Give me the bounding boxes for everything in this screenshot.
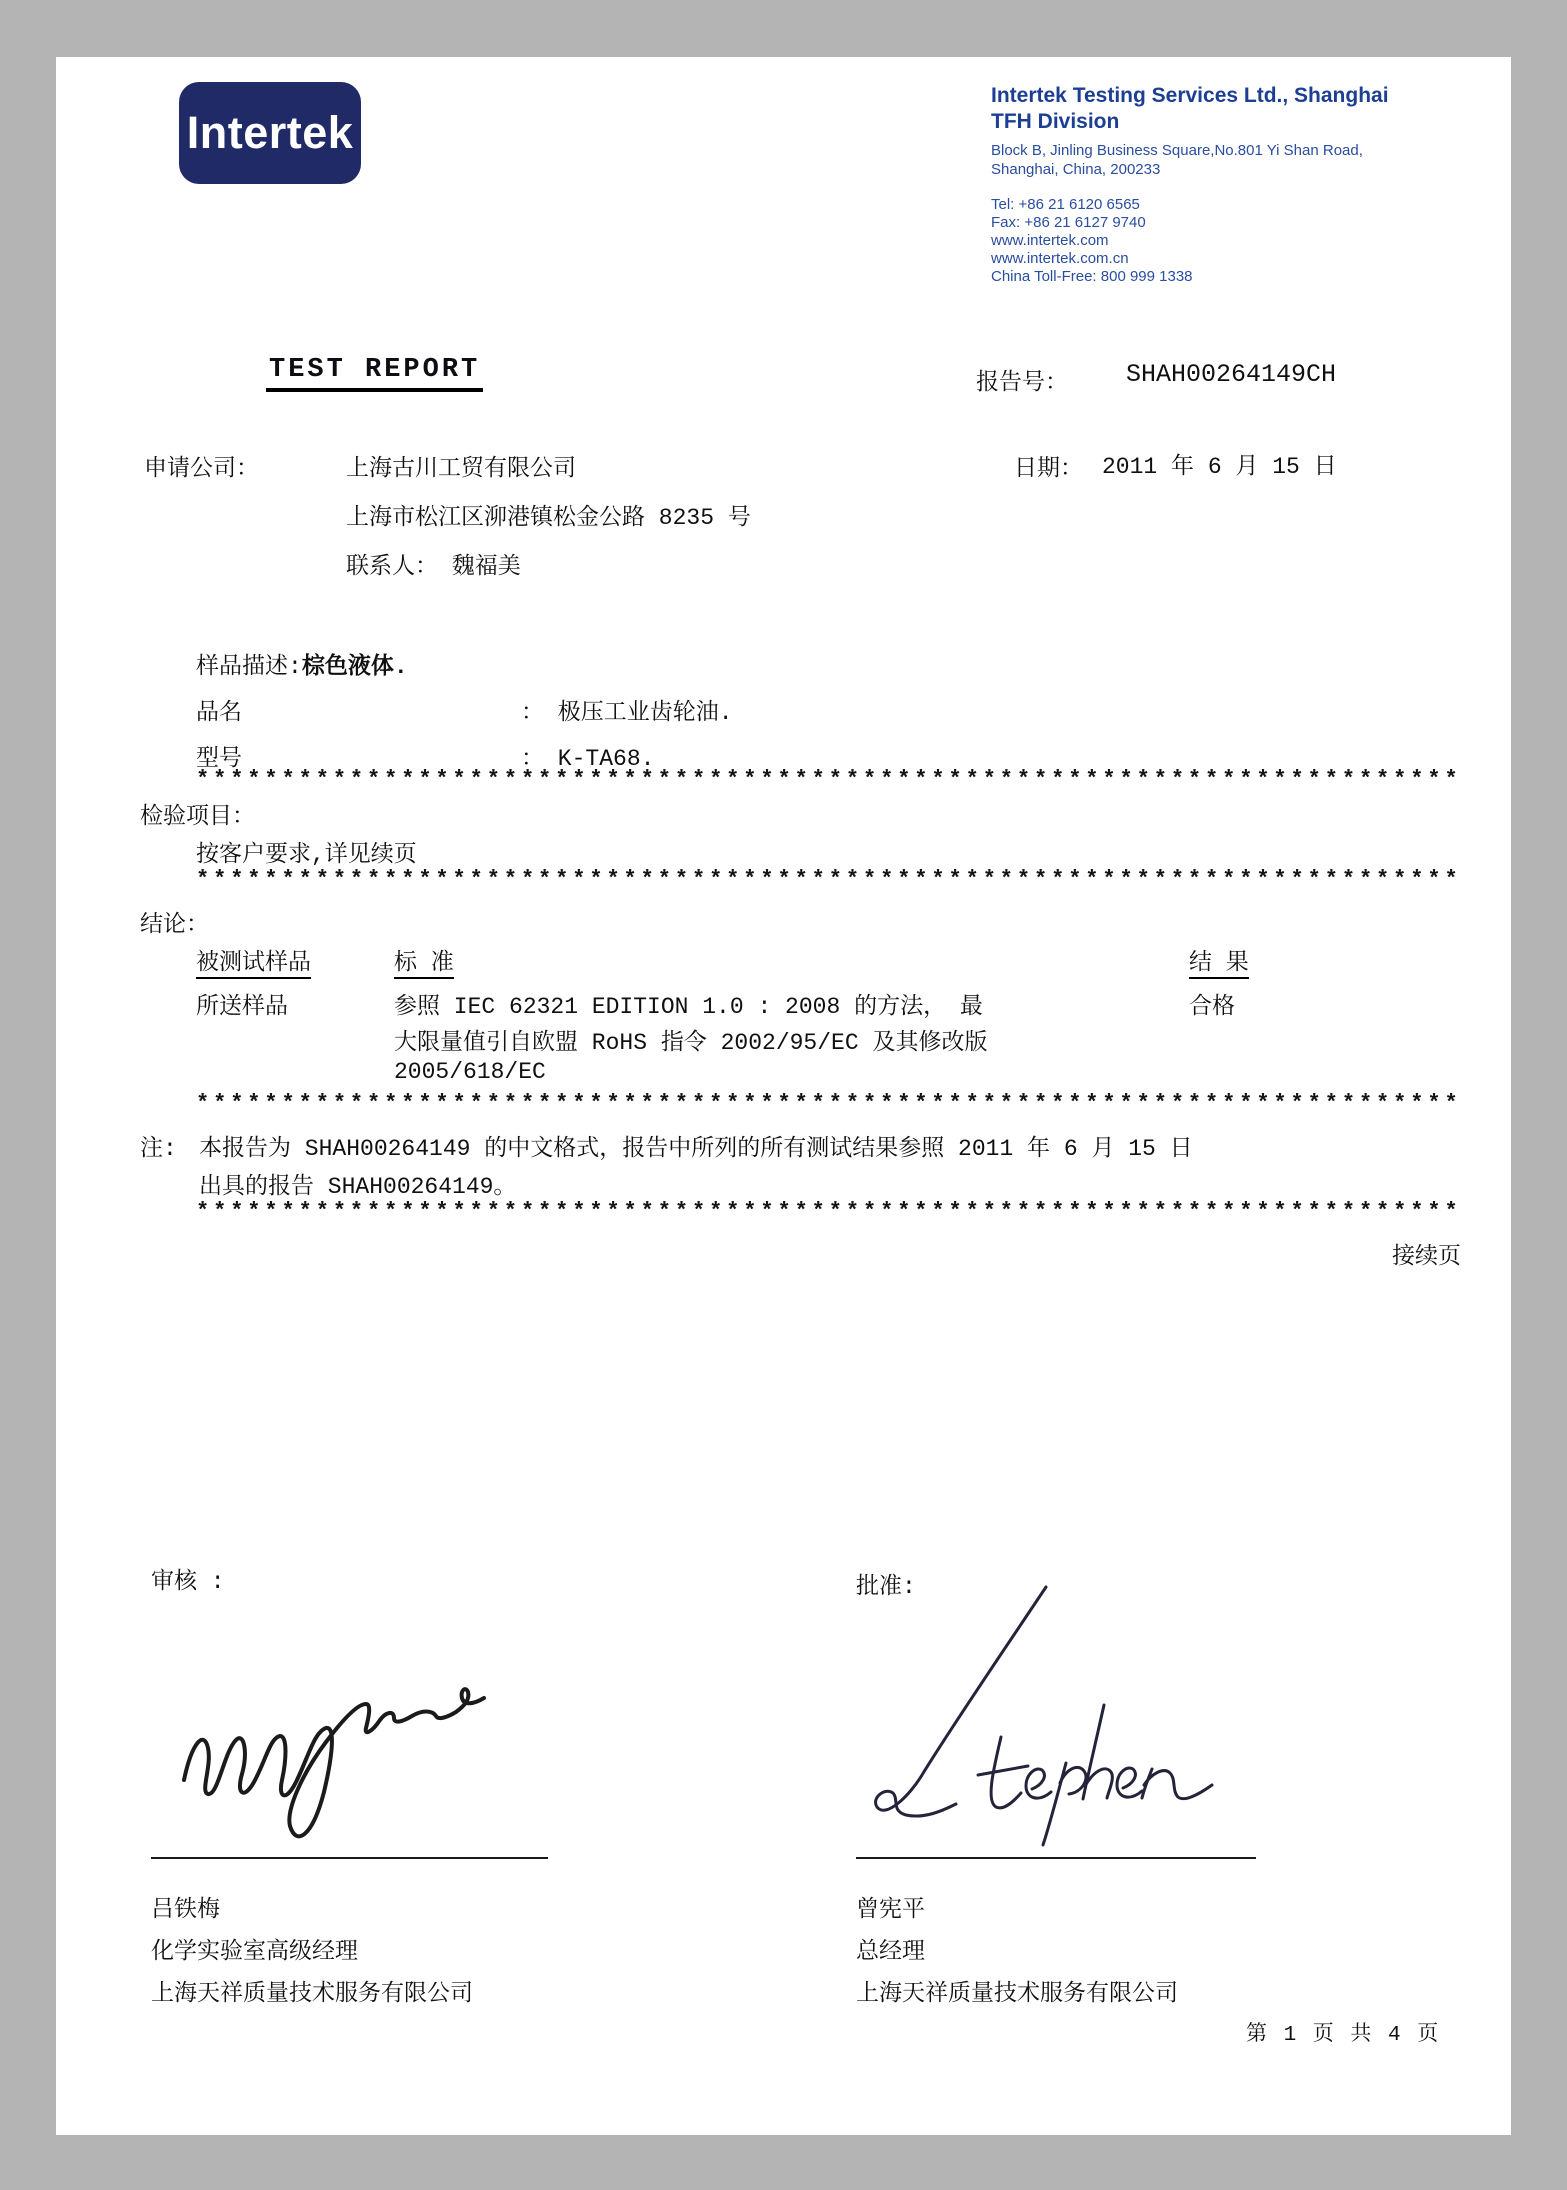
applicant-contact: 联系人： 魏福美	[346, 554, 521, 580]
report-title: TEST REPORT	[266, 355, 483, 392]
company-website: www.intertek.com	[991, 232, 1109, 249]
test-items-value: 按客户要求,详见续页	[196, 842, 417, 868]
reviewer-name: 吕铁梅	[151, 1897, 220, 1923]
company-contact	[991, 196, 1471, 286]
model-value: ： K-TA68.	[521, 746, 655, 772]
separator-stars-3: **************************************************************************	[196, 1091, 1462, 1116]
table-standard-line3: 2005/618/EC	[394, 1059, 546, 1085]
test-items-label: 检验项目：	[140, 804, 255, 830]
report-no-label: 报告号：	[976, 370, 1068, 396]
model-label: 型号	[196, 746, 242, 772]
reviewer-signature-line	[151, 1857, 548, 1859]
sample-desc-value: 棕色液体.	[301, 654, 408, 680]
separator-stars-1: **************************************************************************	[196, 767, 1462, 792]
company-title-line2: TFH Division	[991, 110, 1120, 133]
date-label: 日期：	[1014, 456, 1083, 482]
applicant-address: 上海市松江区泖港镇松金公路 8235 号	[346, 505, 751, 531]
test-report-page	[56, 57, 1511, 2135]
page-number: 第 1 页 共 4 页	[1246, 2024, 1441, 2047]
note-label: 注:	[140, 1136, 177, 1162]
intertek-logo	[179, 82, 361, 184]
reviewer-company: 上海天祥质量技术服务有限公司	[151, 1981, 473, 2007]
sample-desc-line	[196, 647, 408, 680]
approver-signature-image	[846, 1577, 1336, 1867]
approver-title: 总经理	[856, 1939, 925, 1965]
company-address-line1: Block B, Jinling Business Square,No.801 Yi Shan Road,	[991, 142, 1363, 159]
table-standard-line2: 大限量值引自欧盟 RoHS 指令 2002/95/EC 及其修改版	[394, 1030, 988, 1056]
review-label: 审核 :	[151, 1569, 225, 1595]
sample-desc-label: 样品描述:	[196, 654, 302, 680]
table-result-value: 合格	[1189, 994, 1235, 1020]
company-website-cn: www.intertek.com.cn	[991, 250, 1129, 267]
company-tollfree: China Toll-Free: 800 999 1338	[991, 268, 1193, 285]
table-sample-value: 所送样品	[196, 994, 288, 1020]
company-fax: Fax: +86 21 6127 9740	[991, 214, 1146, 231]
note-line2: 出具的报告 SHAH00264149。	[199, 1174, 517, 1200]
table-standard-line1: 参照 IEC 62321 EDITION 1.0 : 2008 的方法， 最	[394, 994, 983, 1020]
table-header-sample: 被测试样品	[196, 943, 311, 979]
table-header-standard: 标 准	[394, 943, 454, 979]
approver-company: 上海天祥质量技术服务有限公司	[856, 1981, 1178, 2007]
table-header-result: 结 果	[1189, 943, 1249, 979]
company-address	[991, 141, 1471, 179]
intertek-logo-text: Intertek	[186, 107, 354, 158]
company-title	[991, 83, 1471, 135]
separator-stars-4: **************************************************************************	[196, 1199, 1462, 1224]
company-address-line2: Shanghai, China, 200233	[991, 161, 1161, 178]
product-name-label: 品名	[196, 700, 242, 726]
company-header	[991, 83, 1471, 286]
conclusion-label: 结论：	[140, 912, 209, 938]
product-name-value: ： 极压工业齿轮油.	[521, 700, 733, 726]
applicant-name: 上海古川工贸有限公司	[346, 456, 576, 482]
reviewer-signature-image	[174, 1622, 504, 1852]
approver-signature-line	[856, 1857, 1256, 1859]
approver-name: 曾宪平	[856, 1897, 925, 1923]
note-line1: 本报告为 SHAH00264149 的中文格式，报告中所列的所有测试结果参照 2011 年 6 月 15 日	[199, 1136, 1193, 1162]
reviewer-title: 化学实验室高级经理	[151, 1939, 358, 1965]
report-no-value: SHAH00264149CH	[1126, 360, 1337, 389]
applicant-label: 申请公司：	[144, 456, 259, 482]
date-value: 2011 年 6 月 15 日	[1102, 454, 1337, 480]
continue-page-label: 接续页	[1392, 1244, 1461, 1270]
company-tel: Tel: +86 21 6120 6565	[991, 196, 1140, 213]
separator-stars-2: **************************************************************************	[196, 867, 1462, 892]
approve-label: 批准:	[856, 1574, 916, 1600]
company-title-line1: Intertek Testing Services Ltd., Shanghai	[991, 84, 1389, 107]
